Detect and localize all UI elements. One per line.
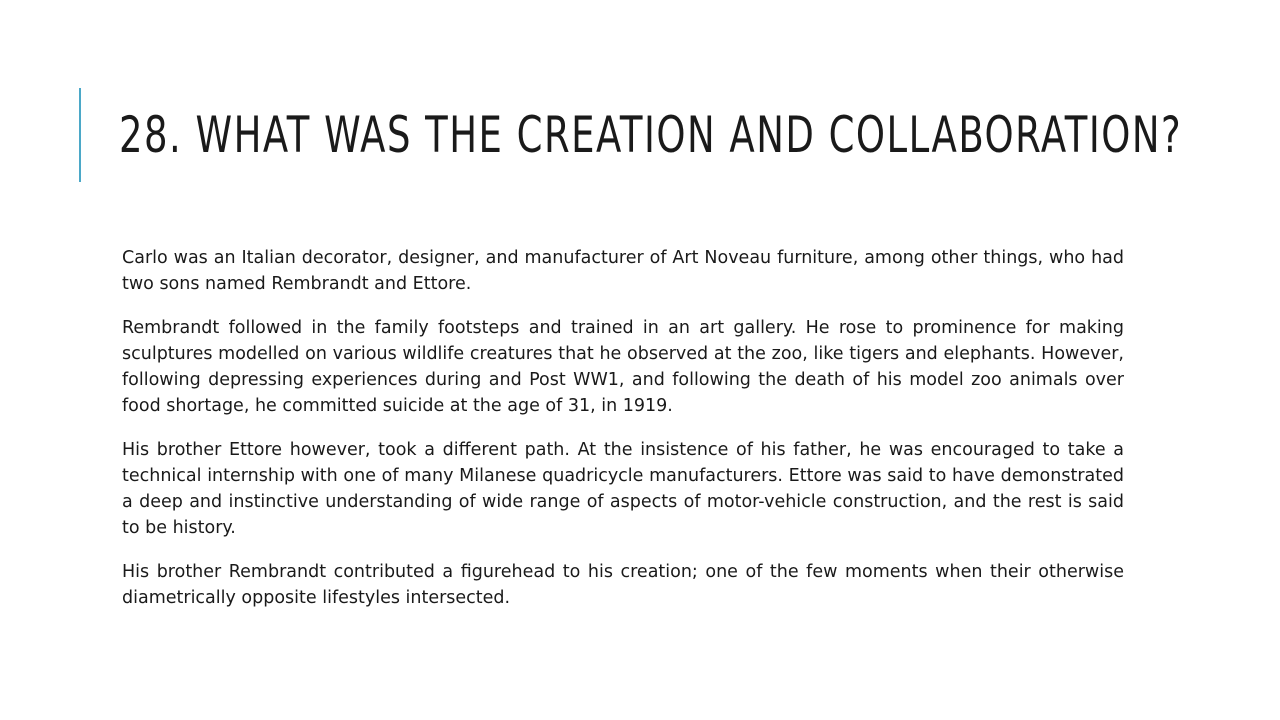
paragraph-1: Carlo was an Italian decorator, designer, and manufacturer of Art Noveau furniture, among other things, who had two sons named Rembrandt and Ettore. — [122, 248, 1124, 294]
title-accent-bar — [79, 88, 81, 182]
paragraph-3: His brother Ettore however, took a different path. At the insistence of his father, he was encouraged to take a technical internship with one of many Milanese quadricycle manufacturers. Ettore was said to have demonstrated a deep and instinctive understanding of wide range of aspects of motor-vehicle construction, and the rest is said to be history. — [122, 440, 1124, 538]
paragraph-4: His brother Rembrandt contributed a figurehead to his creation; one of the few moments when their otherwise diametrically opposite lifestyles intersected. — [122, 562, 1124, 608]
slide-body — [122, 245, 1124, 629]
paragraph-2: Rembrandt followed in the family footsteps and trained in an art gallery. He rose to prominence for making sculptures modelled on various wildlife creatures that he observed at the zoo, like tigers and elephants. However, following depressing experiences during and Post WW1, and following the death of his model zoo animals over food shortage, he committed suicide at the age of 31, in 1919. — [122, 318, 1124, 416]
slide-title: 28. WHAT WAS THE CREATION AND COLLABORATION? — [119, 106, 1183, 164]
